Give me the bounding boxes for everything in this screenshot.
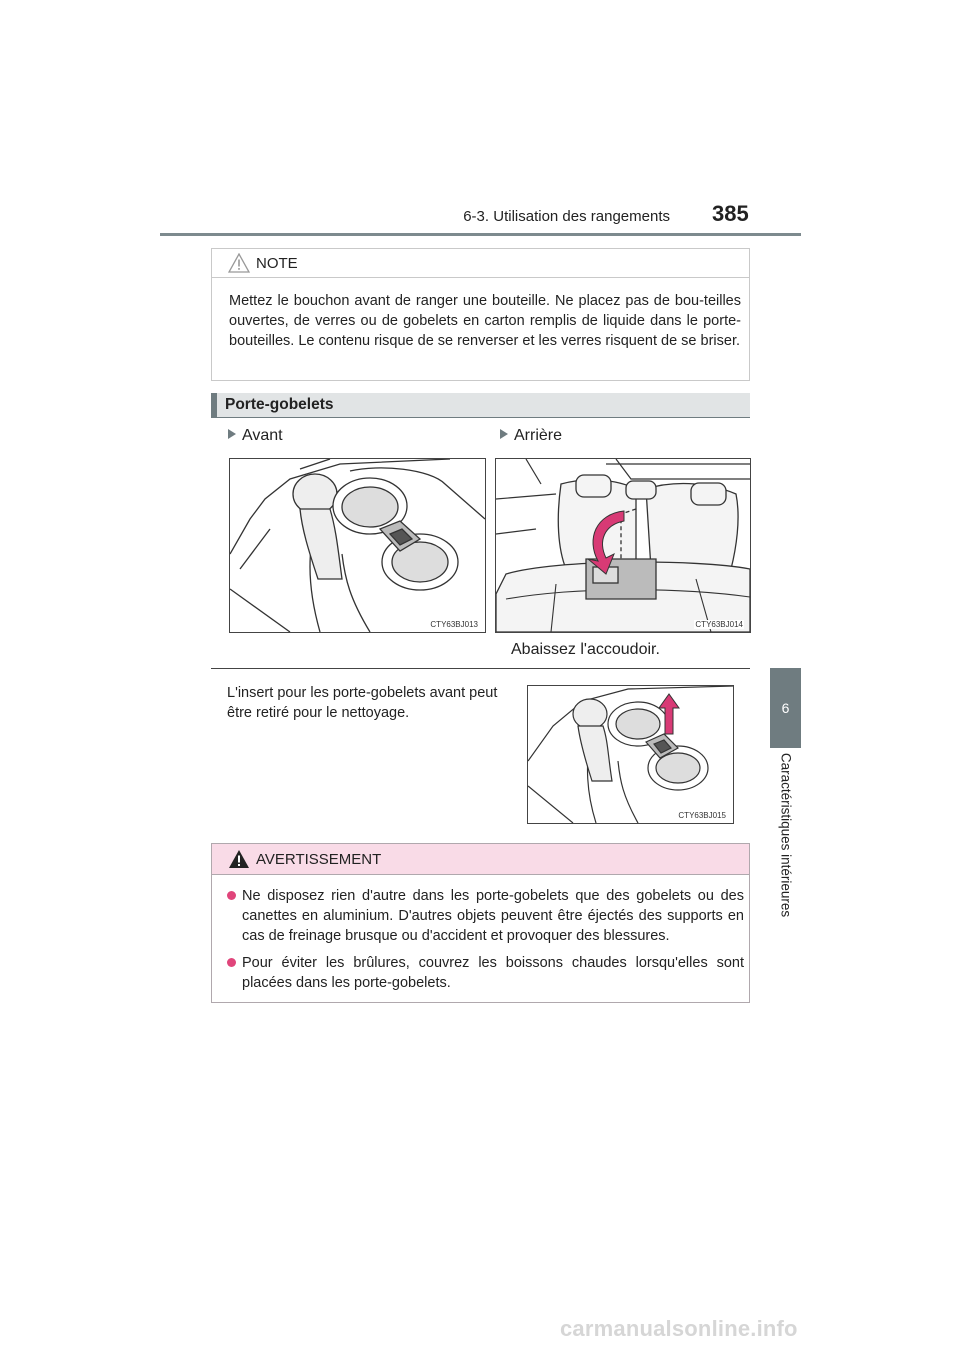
warning-triangle-icon — [228, 849, 250, 869]
note-box — [211, 248, 750, 381]
warning-item-text: Pour éviter les brûlures, couvrez les boissons chaudes lorsqu'elles sont placées dans les porte-gobelets. — [242, 955, 744, 991]
insert-removal-figure — [527, 685, 734, 824]
front-heading — [228, 427, 283, 445]
warning-item — [227, 886, 744, 946]
front-cup-holder-figure — [229, 458, 486, 633]
front-cup-holder-illustration — [230, 459, 485, 632]
rear-heading — [500, 427, 562, 445]
figure-code: CTY63BJ015 — [678, 811, 726, 820]
caution-triangle-icon — [228, 253, 250, 273]
divider — [211, 668, 750, 669]
note-text: Mettez le bouchon avant de ranger une bouteille. Ne placez pas de bou-teilles ouvertes, de verres ou de gobelets en carton remplis de liquide dans le porte-bouteilles. Le contenu risque de se renverser et les verres risquent de se briser. — [229, 293, 741, 349]
front-heading-label: Avant — [242, 427, 283, 444]
triangle-bullet-icon — [228, 429, 236, 439]
section-heading — [211, 393, 750, 417]
rear-figure-caption: Abaissez l'accoudoir. — [511, 641, 660, 658]
warning-item — [227, 953, 744, 993]
rear-heading-label: Arrière — [514, 427, 563, 444]
triangle-bullet-icon — [500, 429, 508, 439]
chapter-tab-label — [772, 740, 800, 930]
warning-box — [211, 843, 750, 1003]
figure-code: CTY63BJ014 — [695, 620, 743, 629]
header-rule — [160, 233, 801, 236]
watermark: carmanualsonline.info — [560, 1316, 798, 1341]
insert-paragraph: L'insert pour les porte-gobelets avant peut être retiré pour le nettoyage. — [227, 685, 498, 721]
warning-item-text: Ne disposez rien d'autre dans les porte-gobelets que des gobelets ou des canettes en aluminium. D'autres objets peuvent être éjectés des supports en cas de freinage brusque ou d'accident et provoquer des blessures. — [242, 888, 744, 944]
page-number: 385 — [712, 201, 749, 226]
figure-code: CTY63BJ013 — [430, 620, 478, 629]
chapter-tab: 6 — [770, 668, 801, 748]
rear-armrest-figure — [495, 458, 751, 633]
warning-list — [227, 886, 744, 1000]
bullet-dot-icon — [227, 958, 236, 967]
section-title: Porte-gobelets — [225, 396, 334, 413]
bullet-dot-icon — [227, 891, 236, 900]
section-rule — [211, 417, 750, 418]
rear-armrest-illustration — [496, 459, 750, 632]
chapter-tab-label-text: Caractéristiques intérieures — [778, 752, 794, 918]
header-section-title: 6-3. Utilisation des rangements — [463, 208, 670, 225]
insert-removal-illustration — [528, 686, 733, 823]
warning-header — [212, 844, 749, 875]
note-header — [212, 249, 749, 278]
note-title: NOTE — [256, 255, 298, 272]
warning-title: AVERTISSEMENT — [256, 851, 382, 868]
